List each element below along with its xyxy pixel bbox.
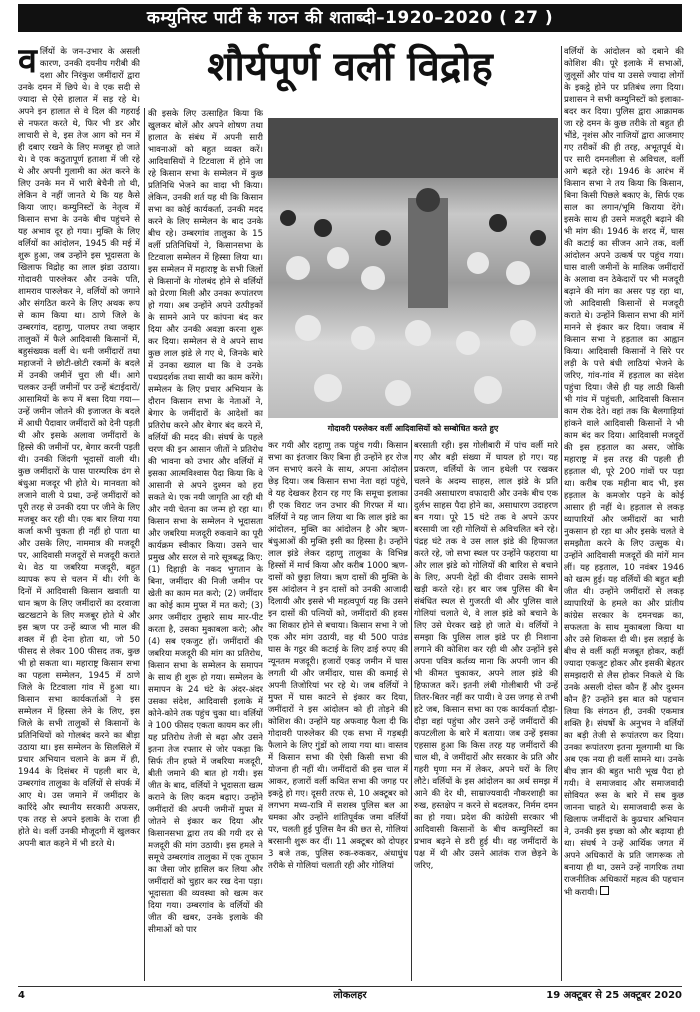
column-divider	[561, 46, 562, 981]
column-1-text: र्लियों के जन-उभार के असली कारण, उनकी दयनीय गरीबी की दशा और निरंकुश जमींदारों द्वारा उनके दमन में छिपे थे। वे एक सदी से ज्यादा से ऐसे हालात में सड़ रहे थे। अपने इन हालात से वे दिल की गहराई से नफरत करते थे, फिर भी डर और लाचारी से वे, इस तेज आग को मन में ही दबाए रखने के लिए मजबूर हो जाते थे। वे एक कठुतापूर्ण हताशा में जी रहे थे और अपनी गुलामी का अंत करने के लिए उनके मन में भारी बेचैनी तो थी, लेकिन वे नहीं जानते थे कि यह कैसे किया जाए। कम्युनिस्टों के नेतृत्व में किसान सभा के उनके बीच पहुंचने से यह अभाव दूर हो गया। मुक्ति के लिए वर्लियों का आंदोलन, 1945 की मई में शुरू हुआ, जब उन्होंने इस भूदासता के खिलाफ विद्रोह का लाल झंडा उठाया। गोदावरी पारुलेकर और उनके पति, शामराव पारुलेकर ने, वर्लियों को जगाने और संगठित करने के लिए अथक रूप से काम किया था। ठाणे जिले के उम्बरगांव, दहाणु, पालघर तथा जव्हार तालुकों में फैले आदिवासी किसानों में, बहुसंख्यक वर्ली थे। धनी जमींदारों तथा महाजनों ने छोटी-छोटी रकमों के बदले में उनकी जमीनें चुरा ली थीं। आगे चलकर उन्हीं जमीनों पर उन्हें बंटाईदारों/आसामियों के रूप में बसा दिया गया—उन्हें जमीन जोतने की इजाजत के बदले में आधी पैदावार जमींदारों को देनी पड़ती थी और इसके अलावा जमींदारों के हिस्से की जमीनों पर, बेगार करनी पड़ती थी। उनकी जिंदगी भूदासों वाली थी। कुछ जमींदारों के पास पारम्परिक ढंग से बंधुआ मजदूर भी होते थे। मानवता को लजाने वाली ये प्रथा, उन्हें जमींदारों को पूरी तरह से उनकी दया पर जीने के लिए मजबूर कर रही थी। एक बार लिया गया कर्जा कभी चुकता ही नहीं हो पाता था और उसके लिए, नाममात्र की मजदूरी पर, आदिवासी मजदूरों से मजदूरी कराते थे। वेठ या जबरिया मजदूरी, बहुत व्यापक रूप से चलन में थी। रंगी के दिनों में आदिवासी किसान खवाती या धान ऋण के लिए जमींदारों का दरवाजा खटखटाने के लिए मजबूर होते थे और इस ऋण पर उन्हें ब्याज भी माल की शक्ल में ही देना होता था, जो 50 फीसद से लेकर 100 फीसद तक, कुछ भी हो सकता था। महाराष्ट्र किसान सभा का पहला सम्मेलन, 1945 में ठाणे जिले के टिटवाला गांव में हुआ था। किसान सभा कार्यकर्ताओं ने इस सम्मेलन में हिस्सा लेने के लिए, इस जिले के सभी तालुकों से किसानों के प्रतिनिधियों को गोलबंद करने का बीड़ा उठाया था। इस सम्मेलन के सिलसिले में प्रचार अभियान चलाने के क्रम में ही, 1944 के दिसंबर में पहली बार वे, उम्बरगांव तालुका के वर्लियों से संपर्क में आए थे। उस जमाने में जमींदार के कारिंदे और स्थानीय सरकारी अफसर, एक तरह से अपने इलाके के राजा ही होते थे। वर्ली उनकी मौजूदगी में खुलकर अपनी बात कहने में भी डरते थे।	[18, 47, 140, 849]
drop-cap: व	[18, 46, 37, 81]
column-4-text: बरसाती रही। इस गोलीबारी में पांच वर्ली मारे गए और बड़ी संख्या में घायल हो गए। यह प्रकरण, वर्लियों के जान हथेली पर रखकर चलने के अदम्य साहस, लाल झंडे के प्रति उनकी असाधारण वफादारी और उनके बीच एक दुर्लभ साहस पैदा होने का, असाधारण उदाहरण बन गया। पूरे 15 घंटे तक वे अपने ऊपर बरसायी जा रही गोलियों से अविचलित बने रहे। पंद्रह घंटे तक वे उस लाल झंडे की हिफाजत करते रहे, जो सभा स्थल पर उन्होंने फहराया था और लाल झंडे को गोलियों की बारिश से बचाने के लिए, अपनी देहों की दीवार उसके सामने खड़ी करते रहे। हर बार जब पुलिस की बैन संबंधित स्थल से गुजरती थी और पुलिस वाले गोलियां चलाते थे, वे लाल झंडे को बचाने के लिए उसे घेरकर खड़े हो जाते थे। वर्लियों ने समझा कि पुलिस लाल झंडे पर ही निशाना लगाने की कोशिश कर रही थी और उन्होंने इसे अपना पवित्र कर्तव्य माना कि अपनी जान की भी कीमत चुकाकर, अपने लाल झंडे की हिफाजत करें। इतनी लंबी गोलीबारी भी उन्हें तितर-बितर नहीं कर पायी। वे उस जगह से तभी हटे जब, किसान सभा का एक कार्यकर्ता दौड़ा-दौड़ा वहां पहुंचा और उसने उन्हें जमींदारों की कपटलीला के बारे में बताया। जब उन्हें इसका एहसास हुआ कि किस तरह यह जमींदारों की चाल थी, वे जमींदारों और सरकार के प्रति और गहरी घृणा मन में लेकर, अपने घरों के लिए लौटे। वर्लियों के इस आंदोलन का अर्थ समझ में आने की देर थी, साम्राज्यवादी नौकरशाही का रुख, हस्तक्षेप न करने से बदलकर, निर्मम दमन का हो गया। प्रदेश की कांग्रेसी सरकार भी आदिवासी किसानों के बीच कम्युनिस्टों का प्रभाव बढ़ने से डरी हुई थी। वह जमींदारों के पक्ष में थी और उसने आतंक राज छेड़ने के जरिए,	[414, 441, 558, 871]
end-of-article-icon	[600, 886, 609, 895]
publication-name: लोकलहर	[333, 990, 367, 1001]
column-divider	[144, 108, 145, 981]
column-2-text: की इसके लिए उत्साहित किया कि खुलकर बोलें और अपने शोषण तथा हालात के संबंध में अपनी सारी भावनाओं को बहुत व्यक्त करें। आदिवासियों ने टिटवाला में होने जा रहे किसान सभा के सम्मेलन में कुछ प्रतिनिधि भेजने का वादा भी किया। लेकिन, उनकी शर्त यह थी कि किसान सभा का कोई कार्यकर्ता, उनकी मदद करने के लिए सम्मेलन के बाद उनके बीच रहे। उम्बरगांव तालुका के 15 वर्ली प्रतिनिधियों ने, किसानसभा के टिटवाला सम्मेलन में हिस्सा लिया था। इस सम्मेलन में महाराष्ट्र के सभी जिलों से किसानों के गोलबंद होने से वर्लियों को प्रेरणा मिली और उनका रूपांतरण हो गया। अब उन्होंने अपने उत्पीड़कों के सामने आने पर कांपना बंद कर दिया और उनकी अवज्ञा करना शुरू कर दिया। सम्मेलन से वे अपने साथ कुछ लाल झंडे ले गए थे, जिनके बारे में उनका ख्याल था कि वे उनके पथप्रदर्शक तथा साथी का काम करेंगे। सम्मेलन के लिए प्रचार अभियान के दौरान किसान सभा के नेताओं ने, बेगार के जमींदारों के आदेशों का प्रतिरोध करने और बेगार बंद करने में, वर्लियों की मदद की। संघर्ष के पहले चरण की इन आसान जीतों ने प्रतिरोध की भावना को उभार और वर्लियों में इसका आत्मविश्वास पैदा किया कि वे आसानी से अपने दुश्मन को हरा सकते थे। एक नयी जागृति आ रही थी और नयी चेतना का जन्म हो रहा था। किसान सभा के सम्मेलन ने भूदासता और जबरिया मजदूरी रुकवाने का पूरी कार्यक्रम स्वीकार किया। उसने चार प्रमुख और सरल से नारे सूत्रबद्ध किए: (1) दिहाड़ी के नकद भुगतान के बिना, जमींदार की निजी जमीन पर खेती का काम मत करो; (2) जमींदार का कोई काम मुफ्त में मत करो; (3) अगर जमींदार तुम्हारे साथ मार-पीट करता है, उसका मुकाबला करो; और (4) सब एकजुट हों। जमींदारों की जबरिया मजदूरी की मांग का प्रतिरोध, किसान सभा के सम्मेलन के समापन के साथ ही शुरू हो गया। सम्मेलन के समापन के 24 घंटे के अंदर-अंदर उसका संदेश, आदिवासी इलाके में कोने-कोने तक पहुंच चुका था। वर्लियों ने 100 फीसद एकता कायम कर ली। यह प्रतिरोध तेजी से बढ़ा और उसने इतना तेज रफ्तार से जोर पकड़ा कि सिर्फ तीन हफ्ते में जबरिया मजदूरी, बीती जमाने की बात हो गयी। इस जीत के बाद, वर्लियों ने भूदासता खत्म कराने के लिए कदम बढ़ाए। उन्होंने जमींदारों की अपनी जमीनों मुफ्त में जोतने से इंकार कर दिया और किसानसभा द्वारा तय की गयी दर से मजदूरी की मांग उठायी। इस हमले ने समूचे उम्बरगांव तालुका में एक तूफान का जैसा जोर हासिल कर लिया और जमींदारों को चुहार कर रख देना पड़ा। भूदासता की व्यवस्था को खत्म कर दिया गया। उम्बरगांव के वर्लियों की जीत की खबर, उनके इलाके की सीमाओं को पार	[148, 109, 263, 935]
article-headline: शौर्यपूर्ण वर्ली विद्रोह	[207, 44, 493, 90]
article-column-2	[148, 108, 263, 981]
column-3-text: कर गयी और दहाणु तक पहुंच गयी। किसान सभा का इंतजार किए बिना ही उन्होंने हर रोज जन सभाएं करने के साथ, अपना आंदोलन छेड़ दिया। जब किसान सभा नेता वहां पहुंचे, वे यह देखकर हैरान रह गए कि समूचा इलाका ही एक विराट जन उभार की गिरफ्त में था। वर्लियों ने यह जान लिया था कि लाल झंडे का आंदोलन, मुक्ति का आंदोलन है और ऋण-बंधुआओं की मुक्ति इसी का हिस्सा है। उन्होंने लाल झंडे लेकर दहाणु तालुका के विभिन्न हिस्सों में मार्च किया और करीब 1000 ऋण-दासों को छुड़ा लिया। ऋण दासों की मुक्ति के इस आंदोलन ने इन दासों को उनकी आजादी दिलायी और इससे भी महत्वपूर्ण यह कि उसने इन दासों की पत्नियों को, जमींदारों की हवस का शिकार होने से बचाया। किसान सभा ने जो एक और मांग उठायी, वह थी 500 पाउंड घास के गट्ठर की कटाई के लिए ढाई रुपए की न्यूनतम मजदूरी। हजारों एकड़ जमीन में घास लगती थी और जमींदार, घास की कमाई से अपनी तिजोरियां भर रहे थे। जब वर्लियों ने मुफ्त में घास काटने से इंकार कर दिया, जमींदारों ने इस आंदोलन को ही तोड़ने की कोशिश की। उन्होंने यह अफवाह फैला दी कि गोदावरी पारुलेकर की एक सभा में गड़बड़ी फैलाने के लिए गुंडों को लाया गया था। वास्तव में किसान सभा की ऐसी किसी सभा की योजना ही नहीं थी। जमींदारों की इस चाल में आकर, हजारों वर्ली कथित सभा की जगह पर इकट्ठे हो गए। दूसरी तरफ से, 10 अक्टूबर को लगभग मध्य-रात्रि में सशस्त्र पुलिस बल आ धमका और उन्होंने शांतिपूर्वक जमा वर्लियों पर, चलती हुई पुलिस वैन की छत से, गोलियां बरसानी शुरू कर दीं। 11 अक्टूबर को दोपहर 3 बजे तक, पुलिस रुक-रुककर, अंधाधुंध तरीके से गोलियां चलाती रही और गोलियां	[268, 441, 408, 871]
article-column-3	[268, 440, 408, 981]
article-column-4	[414, 440, 558, 981]
column-5-text: वर्लियों के आंदोलन को दबाने की कोशिश की। पूरे इलाके में सभाओं, जुलूसों और पांच या उससे ज्यादा लोगों के इकट्ठे होने पर प्रतिबंध लगा दिया। प्रशासन ने सभी कम्युनिस्टों को इलाका-बदर कर दिया। पुलिस द्वारा आक्रामक जा रहे दमन के कुछ तरीके तो बहुत ही भौंडे, नृशंस और नाजियों द्वारा आजमाए गए तरीकों की ही तरह, अभूतपूर्व थे। पर सारी दमनलीला से अविचल, वर्ली आगे बढ़ते रहे। 1946 के आरंभ में किसान सभा ने तय किया कि किसान, बिना किसी पिछले बकाए के, सिर्फ एक साल का लगान/भूमि किराया देंगे। इसके साथ ही उसने मजदूरी बढ़ाने की भी मांग की। 1946 के शरद में, घास की कटाई का सीजन आने तक, वर्ली आंदोलन अपने उत्कर्ष पर पहुंच गया। घास वाली जमीनों के मालिक जमींदारों के अलावा वन ठेकेदारों पर भी मजदूरी बढ़ाने की मांग का असर पड़ रहा था, जो आदिवासी किसानों से मजदूरी कराते थे। उन्होंने किसान सभा की मांगें मानने से इंकार कर दिया। जवाब में किसान सभा ने हड़ताल का आह्वान किया। आदिवासी किसानों ने सिरे पर लड़ी के पत्ते बंधी लाठियां भेजने के जरिए, गांव-गांव में हड़ताल का संदेश पहुंचा दिया। जैसे ही यह लाठी किसी भी गांव में पहुंचती, आदिवासी किसान काम रोक देते। वहां तक कि बैलगाड़ियां हांकने वाले आदिवासी किसानों ने भी काम बंद कर दिया। आदिवासी मजदूरों की इस हड़ताल का असर, जोकि महाराष्ट्र में इस तरह की पहली ही हड़ताल थी, पूरे 200 गांवों पर पड़ा था। करीब एक महीना बाद भी, इस हड़ताल के कमजोर पड़ने के कोई आसार ही नहीं थे। हड़ताल से लकड़ व्यापारियों और जमींदारों का भारी नुकसान हो रहा था और इसके चलते वे समझौता करने के लिए उत्सुक थे। उन्होंने आदिवासी मजदूरों की मांगें मान लीं। यह हड़ताल, 10 नवंबर 1946 को खत्म हुई। यह वर्लियों की बहुत बड़ी जीत थी। उन्होंने जमींदारों से लकड़ व्यापारियों के हमले का और प्रांतीय कांग्रेस सरकार के दमनचक्र का, सफलता के साथ मुकाबला किया था और उसे शिकस्त दी थी। इस लड़ाई के बीच से वर्ली कहीं मजबूत होकर, कहीं ज्यादा एकजुट होकर और इसकी बेहतर समझदारी से लैस होकर निकले थे कि उनके असली दोस्त कौन हैं और दुश्मन कौन हैं? उन्होंने इस बात को पहचान लिया कि संगठन ही, उनकी एकमात्र शक्ति है। संघर्षों के अनुभव ने वर्लियों का बड़ी तेजी से रूपांतरण कर दिया। उनका रूपांतरण इतना मूलगामी था कि अब एक नया ही वर्ली सामने था। उनके बीच ज्ञान की बहुत भारी भूख पैदा हो गयी। वे समाजवाद और समाजवादी सोवियत रूस के बारे में सब कुछ जानना चाहते थे। समाजवादी रूस के खिलाफ जमींदारों के कुप्रचार अभियान ने, उनकी इस इच्छा को और बढ़ाया ही था। संघर्ष ने उन्हें आर्थिक जगत में अपने अधिकारों के प्रति जागरूक तो बनाया ही था, उसने उन्हें नागरिक तथा राजनीतिक अधिकारों महत्व की पहचान भी करायी।	[564, 47, 684, 898]
series-banner: कम्युनिस्ट पार्टी के गठन की शताब्दी–1920–2020 ( 27 )	[18, 4, 682, 32]
column-divider	[411, 440, 412, 981]
page-footer	[18, 986, 682, 1005]
page-number: 4	[18, 990, 25, 1001]
article-photo	[268, 118, 558, 418]
crowd-photo-illustration	[268, 118, 558, 418]
article-column-5	[564, 46, 684, 981]
article-column-1	[18, 46, 140, 981]
issue-date: 19 अक्टूबर से 25 अक्टूबर 2020	[546, 990, 682, 1001]
photo-caption: गोदावरी परुलेकर वर्ली आदिवासियों को सम्बोधित करते हुए	[327, 424, 499, 433]
